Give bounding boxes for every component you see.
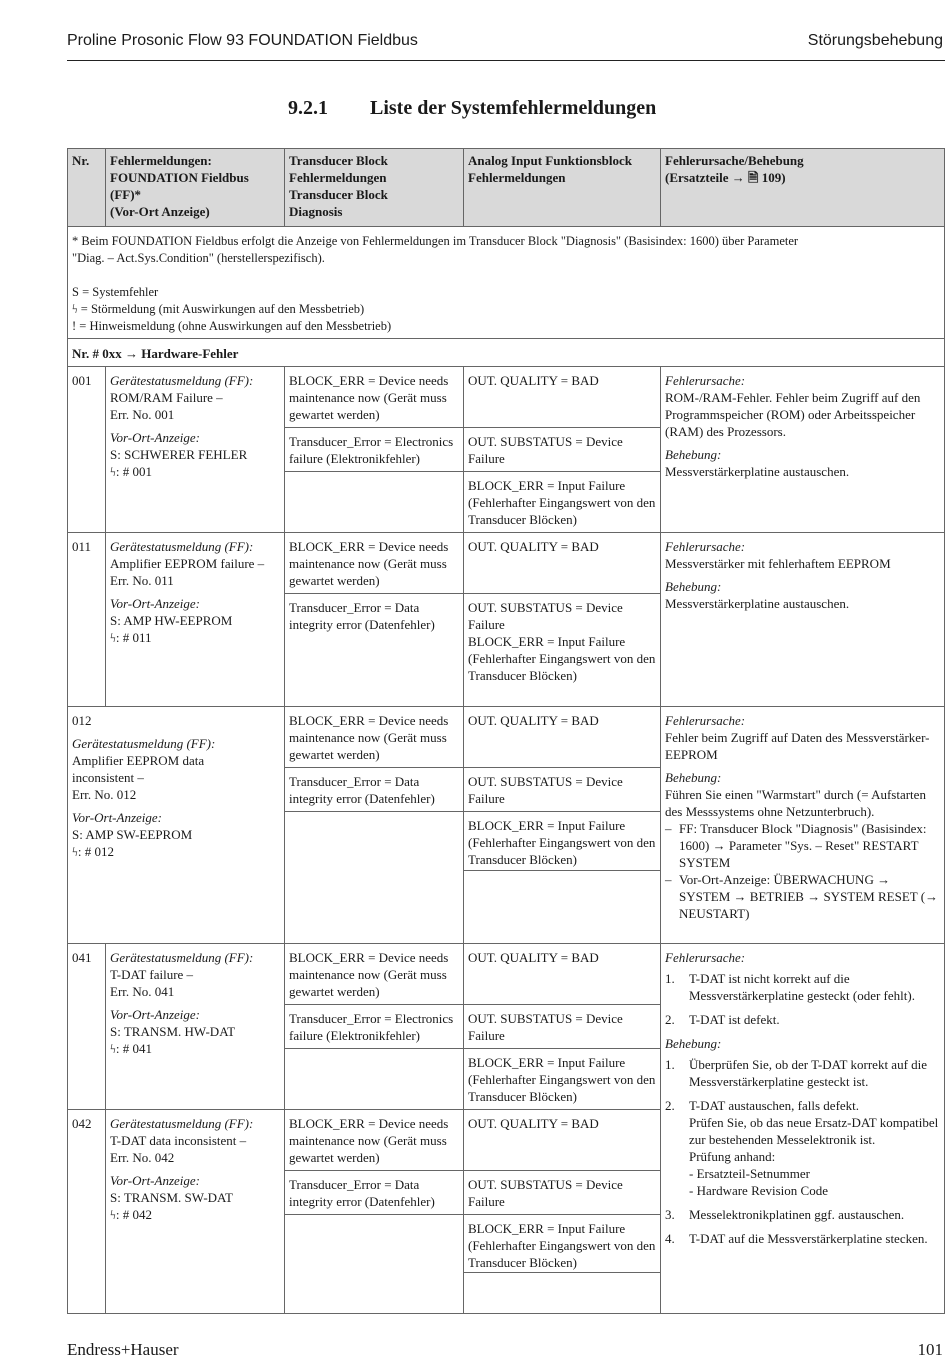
row-012-ai2: OUT. SUBSTATUS = Device Failure (468, 774, 623, 806)
footer-brand: Endress+Hauser (67, 1340, 179, 1359)
rule-041-bottom (67, 1109, 661, 1110)
th-nr: Nr. (72, 153, 90, 168)
group-title: Nr. # 0xx → Hardware-Fehler (72, 346, 239, 361)
sub-rule (284, 811, 661, 812)
th-fehlerursache: Fehlerursache/Behebung (Ersatzteile → 🗎 109) (665, 153, 804, 185)
row-042-tb2: Transducer_Error = Data integrity error (Datenfehler) (289, 1177, 435, 1209)
row-012-tb1: BLOCK_ERR = Device needs maintenance now (Gerät muss gewartet werden) (289, 713, 449, 762)
row-012-tb2: Transducer_Error = Data integrity error (Datenfehler) (289, 774, 435, 806)
row-041-ai3: BLOCK_ERR = Input Failure (Fehlerhafter Eingangswert von den Transducer Blöcken) (468, 1055, 656, 1104)
th-analog-input: Analog Input Funktionsblock Fehlermeldungen (468, 153, 633, 185)
sub-rule (284, 427, 661, 428)
row-042-tb1: BLOCK_ERR = Device needs maintenance now (Gerät muss gewartet werden) (289, 1116, 449, 1165)
row-041-tb2: Transducer_Error = Electronics failure (Elektronikfehler) (289, 1011, 454, 1043)
row-011-ai1: OUT. QUALITY = BAD (468, 539, 599, 554)
row-011-messages: Gerätestatusmeldung (FF): Amplifier EEPROM failure – Err. No. 011 Vor-Ort-Anzeige: S: AMP HW-EEPROM ϟ: # 011 (110, 539, 265, 645)
col-divider-1b (105, 943, 106, 1313)
row-012-ai3: BLOCK_ERR = Input Failure (Fehlerhafter Eingangswert von den Transducer Blöcken) (468, 818, 656, 867)
row-042-ai1: OUT. QUALITY = BAD (468, 1116, 599, 1131)
row-041-ai1: OUT. QUALITY = BAD (468, 950, 599, 965)
th-divider-1 (105, 148, 106, 226)
row-011-tb1: BLOCK_ERR = Device needs maintenance now (Gerät muss gewartet werden) (289, 539, 449, 588)
row-041-nr: 041 (72, 950, 92, 965)
row-041-messages: Gerätestatusmeldung (FF): T-DAT failure – Err. No. 041 Vor-Ort-Anzeige: S: TRANSM. HW-DAT ϟ: # 041 (110, 950, 254, 1056)
sub-rule (284, 1214, 661, 1215)
row-012-cause: Fehlerursache: Fehler beim Zugriff auf Daten des Messverstärker-EEPROM Behebung: Führen Sie einen "Warmstart" durch (= Aufstarten des Messsystems ohne Netzunterbruch). – FF: Transducer Block "Diagnosis" (Basisindex: 1600) → Parameter "Sys. – Reset" RESTART SYSTEM – Vor-Ort-Anzeige: ÜBERWACHUNG → SYSTEM → BETRIEB → SYSTEM RESET (→ NEUSTART) (665, 713, 939, 921)
section-number: 9.2.1 (288, 97, 328, 119)
sub-rule (284, 471, 661, 472)
table-border-left (67, 148, 68, 1313)
row-042-ai3: BLOCK_ERR = Input Failure (Fehlerhafter Eingangswert von den Transducer Blöcken) (468, 1221, 656, 1270)
page-number: 101 (917, 1340, 943, 1359)
th-fehlermeldungen: Fehlermeldungen: FOUNDATION Fieldbus (FF)* (Vor-Ort Anzeige) (110, 153, 249, 219)
row-042-nr: 042 (72, 1116, 92, 1131)
rule-011-bottom (67, 706, 945, 707)
row-012-ai1: OUT. QUALITY = BAD (468, 713, 599, 728)
row-042-messages: Gerätestatusmeldung (FF): T-DAT data inconsistent – Err. No. 042 Vor-Ort-Anzeige: S: TRANSM. SW-DAT ϟ: # 042 (110, 1116, 254, 1222)
row-001-cause: Fehlerursache: ROM-/RAM-Fehler. Fehler beim Zugriff auf den Programmspeicher (ROM) oder Arbeitsspeicher (RAM) des Prozessors. Behebung: Messverstärkerplatine austauschen. (665, 373, 921, 479)
rule-header-bottom (67, 226, 945, 227)
sub-rule (284, 1170, 661, 1171)
tdat-cause: Fehlerursache: 1. T-DAT ist nicht korrekt auf die Messverstärkerplatine gesteckt (oder fehlt). 2. T-DAT ist defekt. Behebung: 1. Überprüfen Sie, ob der T-DAT korrekt auf die Messverstärkerplatine gesteckt ist. 2. T-DAT austauschen, falls defekt. Prüfen Sie, ob das neue Ersatz-DAT kompatibel zur bestehenden Messelektronik ist. Prüfung anhand: - Ersatzteil-Setnummer - Hardware Revision Code 3. Messelektronikplatinen ggf. austauschen. 4. T-DAT auf die Messverstärkerplatine stecken. (665, 950, 939, 1246)
row-011-nr: 011 (72, 539, 92, 554)
row-011-tb2: Transducer_Error = Data integrity error (Datenfehler) (289, 600, 435, 632)
section-title-text: Liste der Systemfehlermeldungen (370, 97, 657, 119)
th-divider-2 (284, 148, 285, 226)
col-divider-1a (105, 366, 106, 706)
row-001-ai3: BLOCK_ERR = Input Failure (Fehlerhafter Eingangswert von den Transducer Blöcken) (468, 478, 656, 527)
sub-rule (463, 1272, 661, 1273)
rule-table-bottom (67, 1313, 945, 1314)
sub-rule (284, 593, 661, 594)
row-041-ai2: OUT. SUBSTATUS = Device Failure (468, 1011, 623, 1043)
row-001-tb1: BLOCK_ERR = Device needs maintenance now (Gerät muss gewartet werden) (289, 373, 449, 422)
sub-rule (284, 1048, 661, 1049)
sub-rule (284, 767, 661, 768)
row-011-cause: Fehlerursache: Messverstärker mit fehlerhaftem EEPROM Behebung: Messverstärkerplatine austauschen. (665, 539, 891, 611)
row-001-ai2: OUT. SUBSTATUS = Device Failure (468, 434, 623, 466)
header-section: Störungsbehebung (807, 32, 943, 49)
rule-top (67, 148, 945, 149)
row-042-ai2: OUT. SUBSTATUS = Device Failure (468, 1177, 623, 1209)
th-transducer: Transducer Block Fehlermeldungen Transducer Block Diagnosis (289, 153, 388, 219)
row-001-ai1: OUT. QUALITY = BAD (468, 373, 599, 388)
rule-group-bottom (67, 366, 945, 367)
sub-rule (284, 1004, 661, 1005)
row-001-nr: 001 (72, 373, 92, 388)
table-border-right (944, 148, 945, 1313)
sub-rule (463, 870, 661, 871)
row-011-ai2: OUT. SUBSTATUS = Device Failure BLOCK_ERR = Input Failure (Fehlerhafter Eingangswert von den Transducer Blöcken) (468, 600, 656, 683)
header-title: Proline Prosonic Flow 93 FOUNDATION Fieldbus (67, 32, 418, 49)
row-012-messages: 012 Gerätestatusmeldung (FF): Amplifier EEPROM data inconsistent – Err. No. 012 Vor-Ort-Anzeige: S: AMP SW-EEPROM ϟ: # 012 (72, 713, 216, 859)
section-title (288, 97, 656, 120)
row-001-tb2: Transducer_Error = Electronics failure (Elektronikfehler) (289, 434, 454, 466)
table-note: * Beim FOUNDATION Fieldbus erfolgt die Anzeige von Fehlermeldungen im Transducer Block "Diagnosis" (Basisindex: 1600) über Parameter "Diag. – Act.Sys.Condition" (herstellerspezifisch). S = Systemfehler ϟ = Störmeldung (mit Auswirkungen auf den Messbetrieb) ! = Hinweismeldung (ohne Auswirkungen auf den Messbetrieb) (72, 234, 799, 333)
row-001-messages: Gerätestatusmeldung (FF): ROM/RAM Failure – Err. No. 001 Vor-Ort-Anzeige: S: SCHWERER FEHLER ϟ: # 001 (110, 373, 254, 479)
th-divider-3 (463, 148, 464, 226)
header-rule (67, 60, 945, 61)
th-divider-4 (660, 148, 661, 226)
rule-note-bottom (67, 338, 945, 339)
row-041-tb1: BLOCK_ERR = Device needs maintenance now (Gerät muss gewartet werden) (289, 950, 449, 999)
rule-012-bottom (67, 943, 945, 944)
rule-001-bottom (67, 532, 945, 533)
